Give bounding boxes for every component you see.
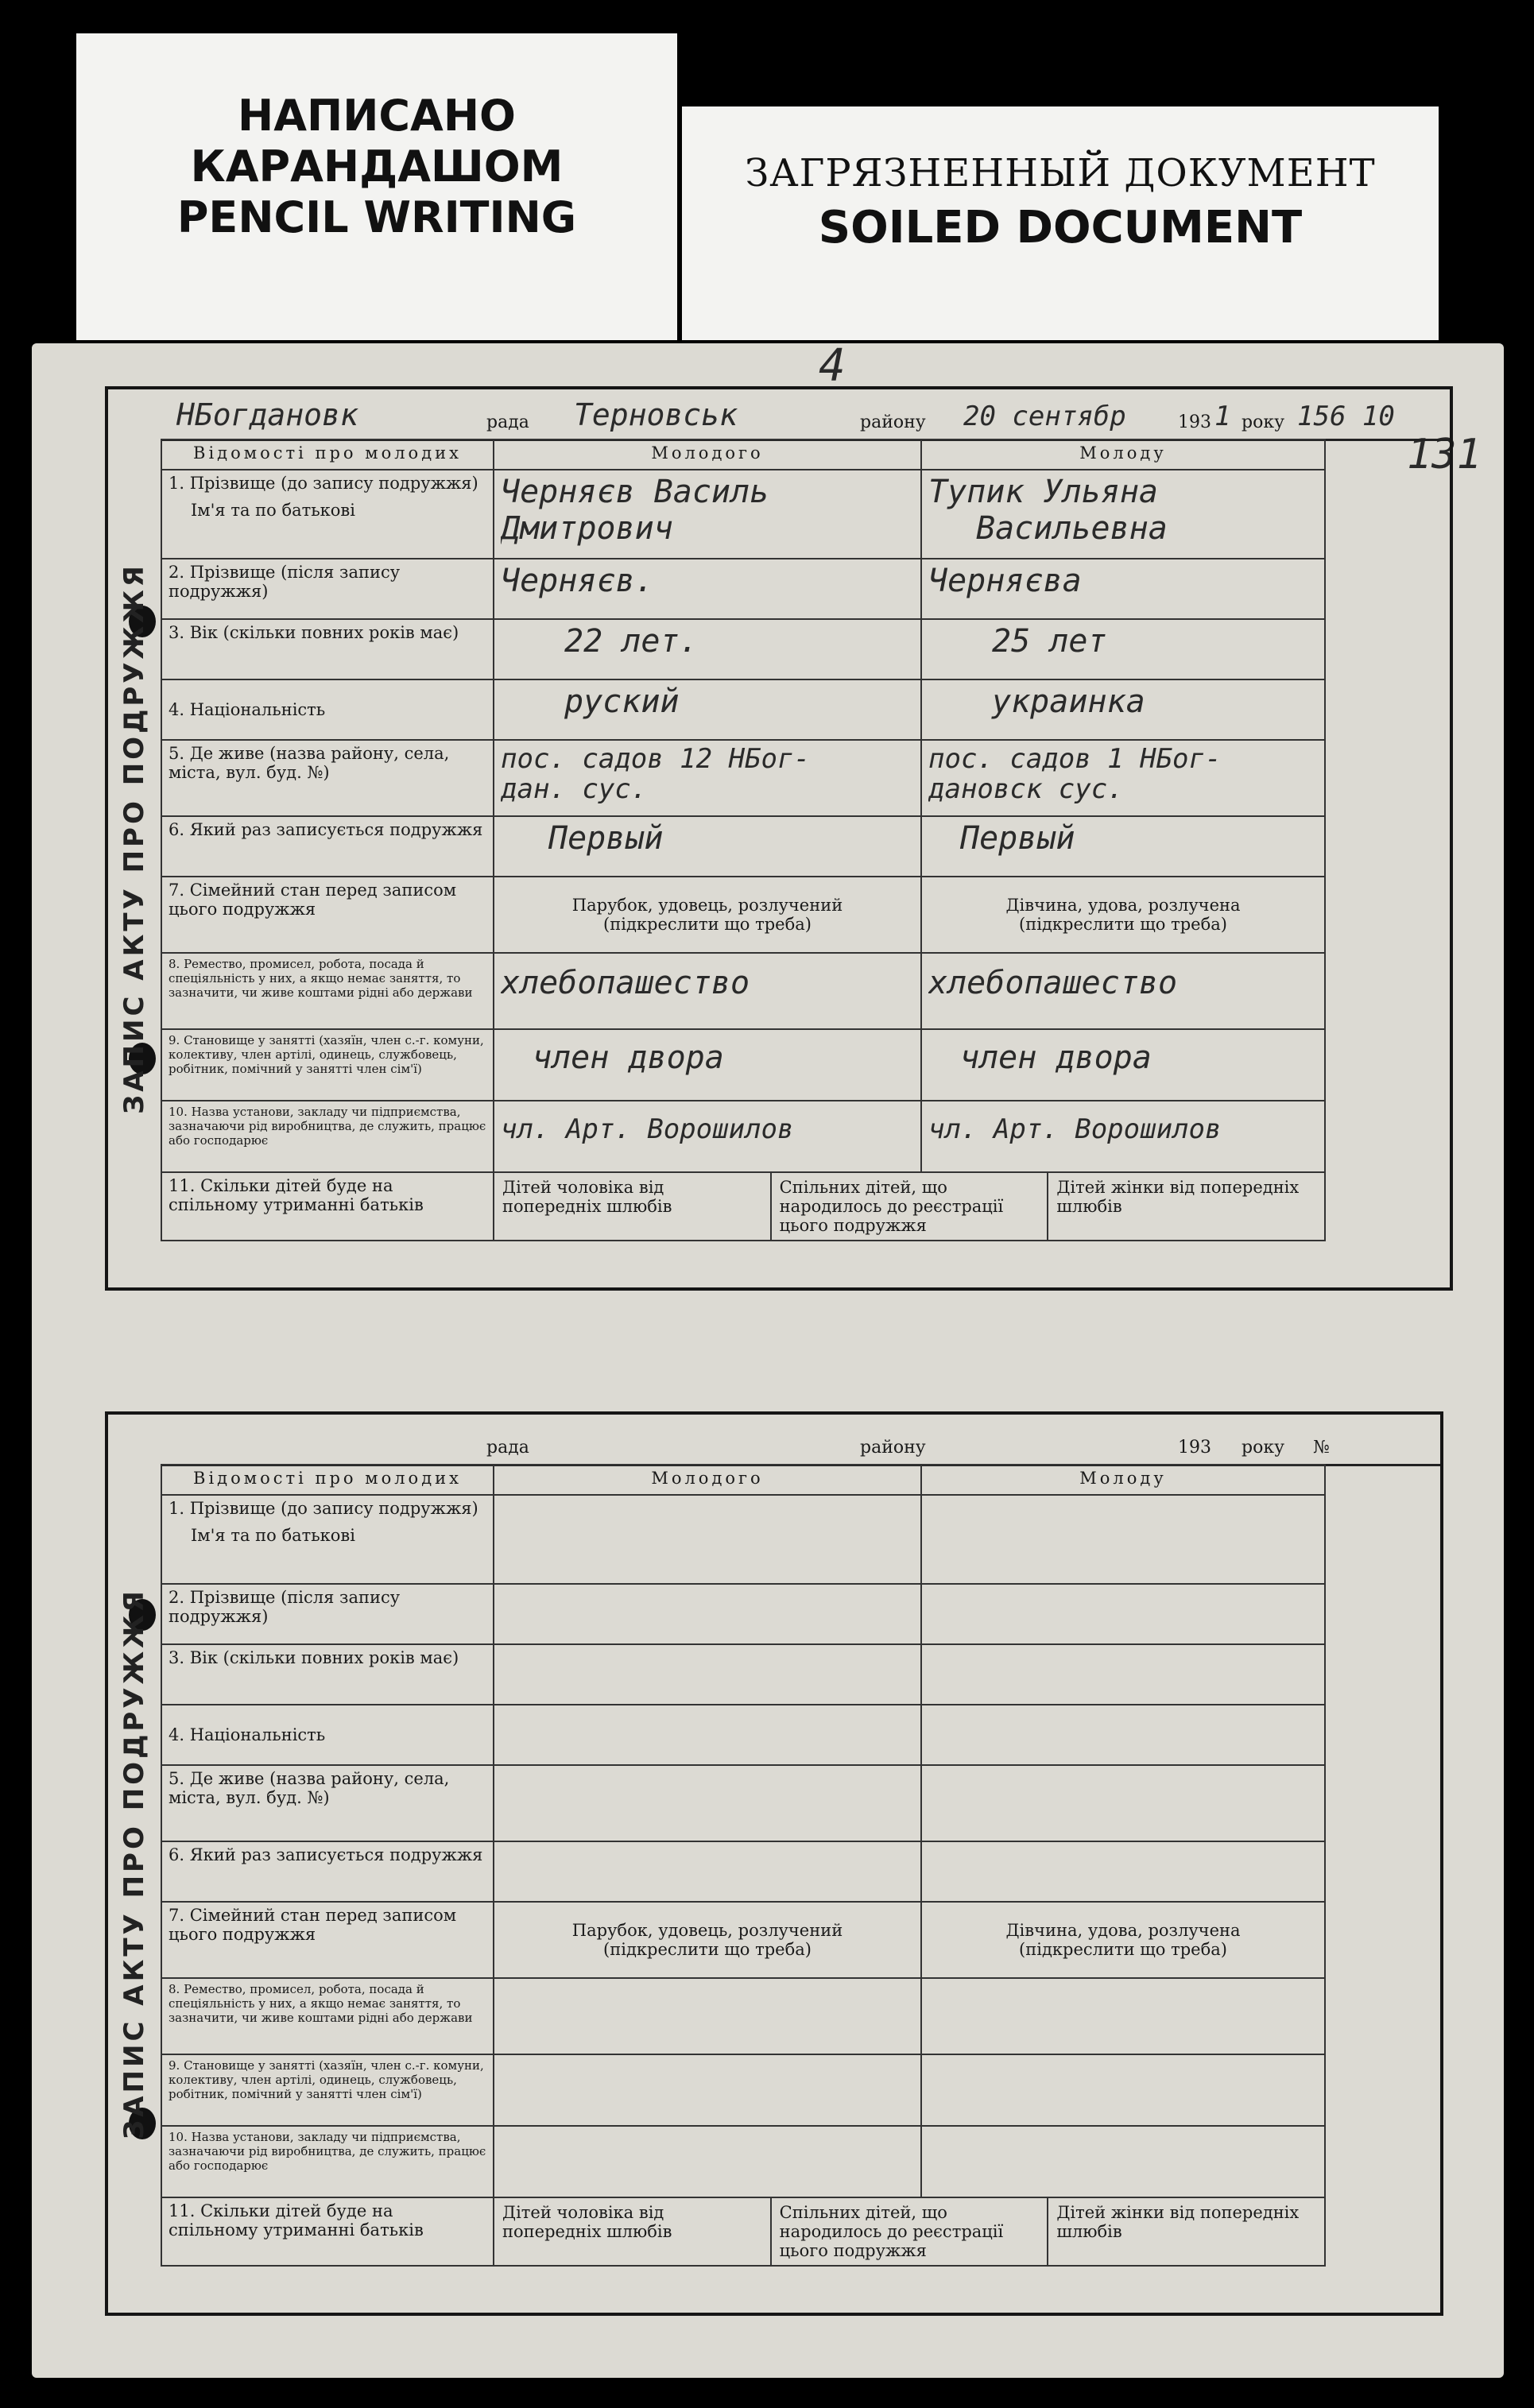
- q9-label: 9. Становище у занятті (хазяїн, член с.-г. комуни, колективу, член артілі, одинець, службовець, робітник, помічний у занятті член сім'ї): [161, 2054, 494, 2126]
- table-row: [161, 1978, 1325, 2054]
- q7-label: 7. Сімейний стан перед записом цього подружжя: [161, 877, 494, 953]
- q7-label: 7. Сімейний стан перед записом цього подружжя: [161, 1902, 494, 1978]
- soiled-label-ru: ЗАГРЯЗНЕННЫЙ ДОКУМЕНТ: [745, 151, 1376, 196]
- groom-age: 22 лет.: [564, 623, 699, 660]
- pencil-label-en: PENCIL WRITING: [176, 192, 577, 242]
- table-row: [161, 2197, 1325, 2266]
- rada-label: рада: [486, 412, 529, 432]
- bride-surname: Тупик Ульяна: [928, 474, 1158, 510]
- q5-label: 5. Де живе (назва району, села, міста, вул. буд. №): [161, 1765, 494, 1841]
- bride-surname-after: Черняєва: [928, 563, 1082, 599]
- bride-occupation: хлебопашество: [928, 965, 1178, 1001]
- record-header: [161, 389, 1450, 441]
- side-title: ЗАПИС АКТУ ПРО ПОДРУЖЖЯ: [118, 563, 150, 1114]
- q6-label: 6. Який раз записується подружжя: [161, 1841, 494, 1902]
- bride-position: член двора: [960, 1039, 1152, 1076]
- q3-label: 3. Вік (скільки повних років має): [161, 619, 494, 679]
- pencil-label-ru-1: НАПИСАНО: [238, 91, 516, 141]
- groom-address-1: пос. садов 12 НБог-: [501, 744, 810, 774]
- q1b-label: Ім'я та по батькові: [191, 501, 355, 520]
- groom-patronymic: Дмитрович: [501, 510, 673, 547]
- table-row: [161, 1172, 1325, 1241]
- bride-status-hint: (підкреслити що треба): [1019, 1940, 1227, 1959]
- marriage-record-blank: [105, 1411, 1443, 2316]
- q1b-label: Ім'я та по батькові: [191, 1526, 355, 1545]
- record-table: [161, 439, 1326, 1241]
- table-row: [161, 1495, 1325, 1584]
- record-table: [161, 1464, 1326, 2267]
- table-row: [161, 1584, 1325, 1644]
- rada-value: НБогдановк: [176, 397, 358, 432]
- year-label: 193: [1178, 1438, 1211, 1458]
- bride-address-2: дановск сус.: [928, 774, 1124, 804]
- q10-label: 10. Назва установи, закладу чи підприємства, зазначаючи рід виробництва, де служить, працює або господарює: [161, 1101, 494, 1172]
- col-header-questions: Відомості про молодих: [161, 1465, 494, 1495]
- q9-label: 9. Становище у занятті (хазяїн, член с.-г. комуни, колективу, член артілі, одинець, службовець, робітник, помічний у занятті член сім'ї): [161, 1029, 494, 1101]
- groom-status-options: Парубок, удовець, розлучений: [571, 1921, 843, 1940]
- number-label: №: [1313, 1438, 1330, 1458]
- q2-label: 2. Прізвище (після запису подружжя): [161, 1584, 494, 1644]
- soiled-document-label: [682, 106, 1439, 340]
- q5-label: 5. Де живе (назва району, села, міста, вул. буд. №): [161, 740, 494, 816]
- bride-patronymic: Васильевна: [976, 510, 1168, 547]
- bride-age: 25 лет: [992, 623, 1107, 660]
- table-row: [161, 953, 1325, 1029]
- q8-label: 8. Ремество, промисел, робота, посада й спеціяльність у них, а якщо немає заняття, то зазначити, чи живе коштами рідні або держави: [161, 953, 494, 1029]
- rayon-label: району: [860, 1438, 926, 1458]
- groom-status-options: Парубок, удовець, розлучений: [571, 896, 843, 915]
- q2-label: 2. Прізвище (після запису подружжя): [161, 559, 494, 619]
- bride-status-options: Дівчина, удова, розлучена: [1005, 1921, 1241, 1940]
- record-header: [161, 1415, 1440, 1466]
- q3-label: 3. Вік (скільки повних років має): [161, 1644, 494, 1705]
- groom-address-2: дан. сус.: [501, 774, 648, 804]
- col-header-bride: Молоду: [921, 1465, 1325, 1495]
- q4-label: 4. Національність: [161, 1705, 494, 1765]
- year-label: 193: [1178, 412, 1211, 432]
- date-value: 20 сентябр: [963, 401, 1126, 432]
- groom-surname-after: Черняєв.: [501, 563, 654, 599]
- table-row: [161, 877, 1325, 953]
- table-row: [161, 2126, 1325, 2197]
- record-number: 156 10: [1297, 401, 1395, 432]
- pencil-label-ru-2: КАРАНДАШОМ: [190, 141, 564, 192]
- rada-label: рада: [486, 1438, 529, 1458]
- document-page: [32, 340, 1504, 2378]
- q1-label: 1. Прізвище (до запису подружжя): [169, 474, 478, 493]
- table-row: [161, 816, 1325, 877]
- soiled-label-en: SOILED DOCUMENT: [818, 202, 1303, 254]
- table-row: [161, 1765, 1325, 1841]
- table-row: [161, 1101, 1325, 1172]
- groom-position: член двора: [533, 1039, 724, 1076]
- bride-nationality: украинка: [992, 683, 1145, 720]
- marriage-record-filled: [105, 386, 1453, 1291]
- bride-status-hint: (підкреслити що треба): [1019, 915, 1227, 934]
- table-row: [161, 619, 1325, 679]
- kids-groom: Дітей чоловіка від попередніх шлюбів: [494, 1173, 772, 1240]
- q6-label: 6. Який раз записується подружжя: [161, 816, 494, 877]
- groom-workplace: чл. Арт. Ворошилов: [501, 1113, 794, 1145]
- kids-bride: Дітей жінки від попередніх шлюбів: [1056, 2203, 1300, 2241]
- groom-status-hint: (підкреслити що треба): [603, 1940, 812, 1959]
- col-header-groom: Молодого: [494, 439, 921, 470]
- bride-workplace: чл. Арт. Ворошилов: [928, 1113, 1222, 1145]
- groom-occupation: хлебопашество: [501, 965, 750, 1001]
- col-header-bride: Молоду: [921, 439, 1325, 470]
- side-title: ЗАПИС АКТУ ПРО ПОДРУЖЖЯ: [118, 1588, 150, 2139]
- page-mark-top: 4: [819, 340, 846, 392]
- table-row: [161, 1902, 1325, 1978]
- bride-status-options: Дівчина, удова, розлучена: [1005, 896, 1241, 915]
- rik-label: року: [1242, 412, 1285, 432]
- table-row: [161, 1644, 1325, 1705]
- q10-label: 10. Назва установи, закладу чи підприємства, зазначаючи рід виробництва, де служить, працює або господарює: [161, 2126, 494, 2197]
- table-row: [161, 1029, 1325, 1101]
- table-row: [161, 559, 1325, 619]
- year-suffix: 1: [1214, 401, 1231, 432]
- kids-common: Спільних дітей, що народилось до реєстрації цього подружжя: [772, 1173, 1049, 1240]
- groom-status-hint: (підкреслити що треба): [603, 915, 812, 934]
- bride-times: Первый: [960, 820, 1075, 857]
- col-header-questions: Відомості про молодих: [161, 439, 494, 470]
- table-row: [161, 1705, 1325, 1765]
- rayon-value: Терновськ: [574, 397, 738, 432]
- groom-surname: Черняєв Василь: [501, 474, 769, 510]
- kids-common: Спільних дітей, що народилось до реєстрації цього подружжя: [772, 2198, 1049, 2265]
- table-row: [161, 1841, 1325, 1902]
- q11-label: 11. Скільки дітей буде на спільному утриманні батьків: [161, 1172, 494, 1241]
- kids-bride: Дітей жінки від попередніх шлюбів: [1056, 1178, 1300, 1216]
- rayon-label: району: [860, 412, 926, 432]
- table-row: [161, 679, 1325, 740]
- kids-groom: Дітей чоловіка від попередніх шлюбів: [494, 2198, 772, 2265]
- page-mark-right: 131: [1407, 431, 1482, 478]
- table-row: [161, 740, 1325, 816]
- q11-label: 11. Скільки дітей буде на спільному утриманні батьків: [161, 2197, 494, 2266]
- pencil-writing-label: [76, 33, 677, 340]
- groom-nationality: руский: [564, 683, 680, 720]
- q8-label: 8. Ремество, промисел, робота, посада й спеціяльність у них, а якщо немає заняття, то зазначити, чи живе коштами рідні або держави: [161, 1978, 494, 2054]
- col-header-groom: Молодого: [494, 1465, 921, 1495]
- q4-label: 4. Національність: [161, 679, 494, 740]
- bride-address-1: пос. садов 1 НБог-: [928, 744, 1222, 774]
- groom-times: Первый: [548, 820, 664, 857]
- table-row: [161, 470, 1325, 559]
- q1-label: 1. Прізвище (до запису подружжя): [169, 1499, 478, 1518]
- table-row: [161, 2054, 1325, 2126]
- rik-label: року: [1242, 1438, 1285, 1458]
